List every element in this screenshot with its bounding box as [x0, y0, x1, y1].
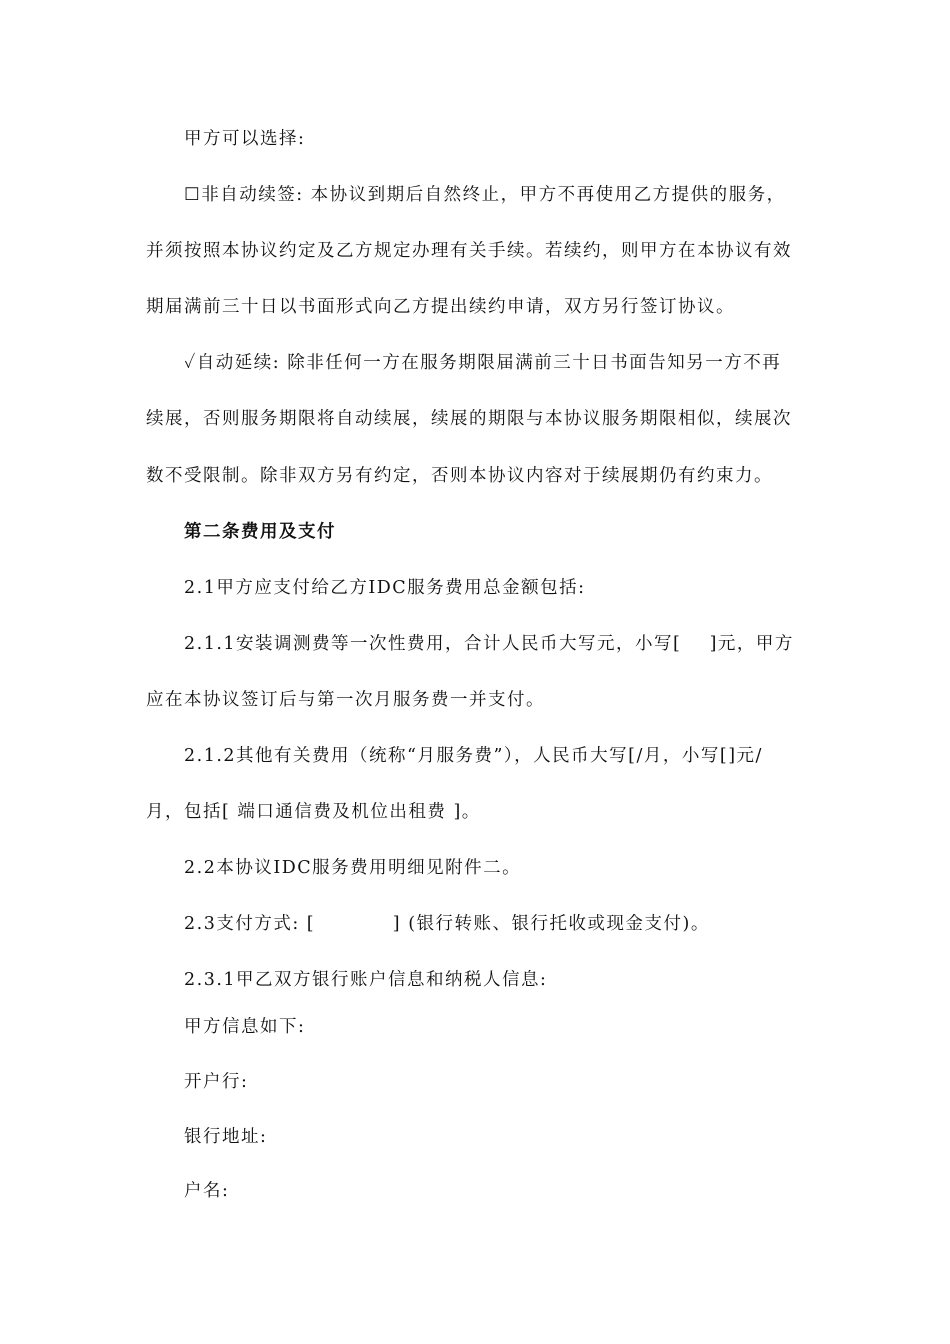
paragraph-auto-renewal-line-2: 续展，否则服务期限将自动续展，续展的期限与本协议服务期限相似，续展次 [146, 409, 792, 429]
clause-2-1-1-line-1: 2.1.1安装调测费等一次性费用，合计人民币大写元，小写[ ]元，甲方 [184, 634, 794, 654]
paragraph-non-auto-renewal-line-1: ☐非自动续签: 本协议到期后自然终止，甲方不再使用乙方提供的服务， [184, 185, 786, 205]
paragraph-auto-renewal-line-1: ✓自动延续: 除非任何一方在服务期限届满前三十日书面告知另一方不再 [184, 353, 782, 373]
section-heading-fees: 第二条费用及支付 [184, 522, 336, 542]
clause-2-1-2-line-2: 月，包括[ 端口通信费及机位出租费 ]。 [146, 802, 481, 822]
paragraph-choice-intro: 甲方可以选择: [184, 129, 306, 149]
clause-2-3-1: 2.3.1甲乙双方银行账户信息和纳税人信息: [184, 970, 548, 990]
paragraph-auto-renewal-line-3: 数不受限制。除非双方另有约定，否则本协议内容对于续展期仍有约束力。 [146, 466, 773, 486]
paragraph-non-auto-renewal-line-2: 并须按照本协议约定及乙方规定办理有关手续。若续约，则甲方在本协议有效 [146, 241, 792, 261]
clause-2-2: 2.2本协议IDC服务费用明细见附件二。 [184, 858, 522, 878]
clause-2-1-2-line-1: 2.1.2其他有关费用（统称“月服务费”），人民币大写[/月，小写[]元/ [184, 746, 763, 766]
bank-address-label: 银行地址: [184, 1127, 268, 1147]
account-name-label: 户名: [184, 1181, 230, 1201]
clause-2-1-1-line-2: 应在本协议签订后与第一次月服务费一并支付。 [146, 690, 545, 710]
party-a-info-label: 甲方信息如下: [184, 1017, 306, 1037]
bank-label: 开户行: [184, 1072, 249, 1092]
clause-2-3: 2.3支付方式: [ ] (银行转账、银行托收或现金支付)。 [184, 914, 710, 934]
paragraph-non-auto-renewal-line-3: 期届满前三十日以书面形式向乙方提出续约申请，双方另行签订协议。 [146, 297, 735, 317]
clause-2-1: 2.1甲方应支付给乙方IDC服务费用总金额包括: [184, 578, 586, 598]
